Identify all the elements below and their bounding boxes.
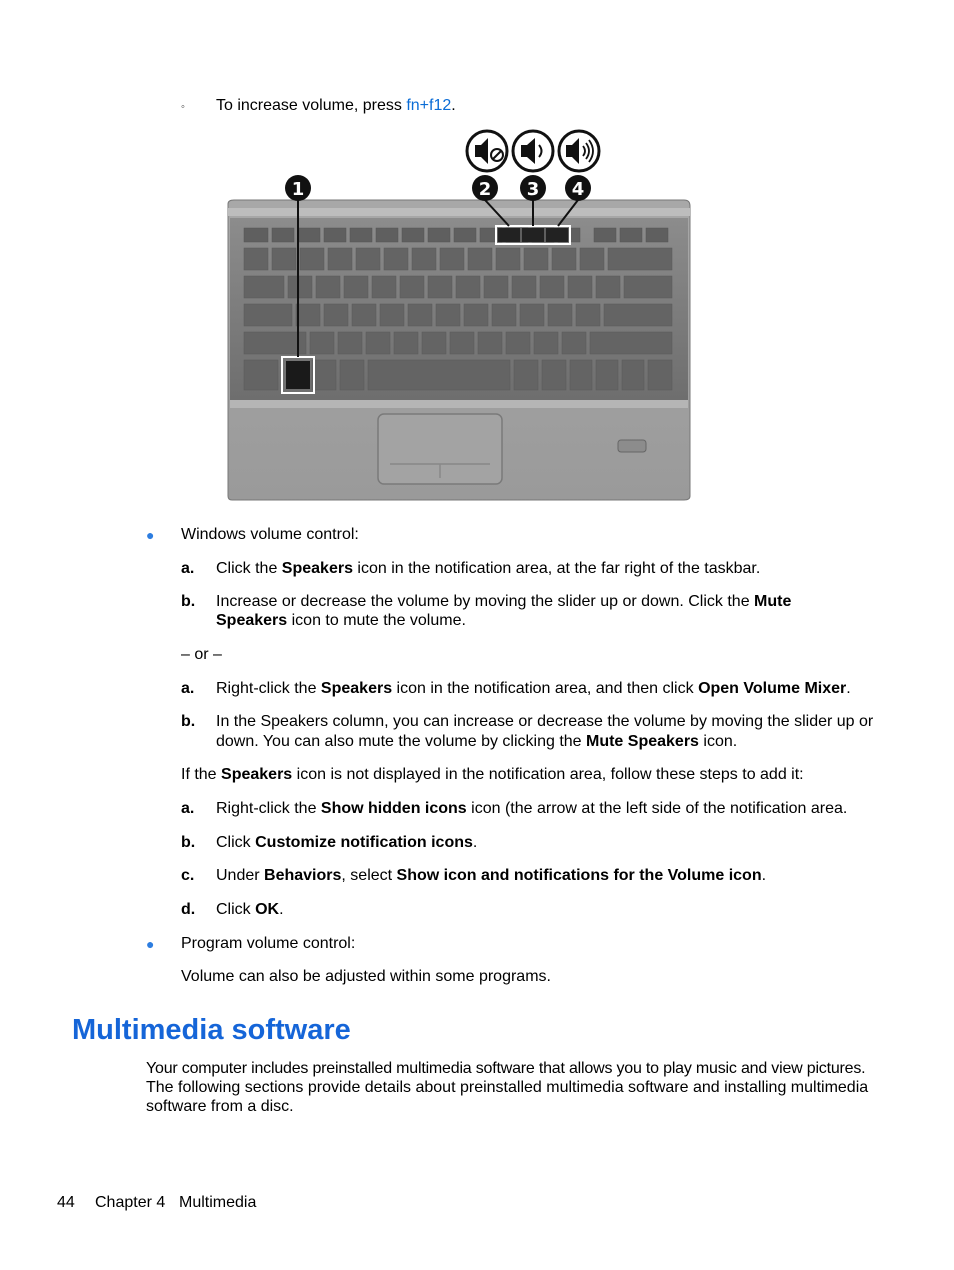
step-text: In the Speakers column, you can increase or decrease the volume by moving the slider up or xyxy=(216,713,874,730)
bullet-dot: ● xyxy=(146,527,155,543)
program-volume-text: Volume can also be adjusted within some programs. xyxy=(181,968,551,985)
step-text: Click Customize notification icons. xyxy=(216,834,478,851)
step-text: Right-click the Speakers icon in the notification area, and then click Open Volume Mixer. xyxy=(216,680,851,697)
svg-text:4: 4 xyxy=(571,179,585,200)
chapter-title: Multimedia xyxy=(179,1194,257,1211)
section-heading: Multimedia software xyxy=(72,1014,351,1046)
or-separator: – or – xyxy=(181,646,222,663)
step-text: Under Behaviors, select Show icon and notifications for the Volume icon. xyxy=(216,867,767,884)
mute-speaker-icon xyxy=(467,131,507,171)
bullet-dot: ● xyxy=(146,936,155,952)
volume-up-instruction: To increase volume, press fn+f12. xyxy=(216,97,456,114)
page-number: 44 xyxy=(57,1194,75,1211)
volume-down-icon xyxy=(513,131,553,171)
step-text: Click OK. xyxy=(216,901,284,918)
step-letter: a. xyxy=(181,560,195,577)
section-paragraph-line: software from a disc. xyxy=(146,1098,294,1115)
step-text: Click the Speakers icon in the notification area, at the far right of the taskbar. xyxy=(216,560,761,577)
step-text: Right-click the Show hidden icons icon (the arrow at the left side of the notification area. xyxy=(216,800,848,817)
program-volume-label: Program volume control: xyxy=(181,935,356,952)
hollow-bullet: ◦ xyxy=(181,101,185,113)
section-paragraph-line: Your computer includes preinstalled multimedia software that allows you to play music and view pictures. xyxy=(146,1060,866,1077)
fn-f12-link[interactable]: fn+f12 xyxy=(406,97,452,114)
step-letter: b. xyxy=(181,834,196,851)
step-text: Speakers icon to mute the volume. xyxy=(216,612,466,629)
step-text: down. You can also mute the volume by clicking the Mute Speakers icon. xyxy=(216,733,738,750)
section-paragraph-line: The following sections provide details about preinstalled multimedia software and installing multimedia xyxy=(146,1079,869,1096)
step-letter: a. xyxy=(181,680,195,697)
step-letter: c. xyxy=(181,867,195,884)
svg-text:3: 3 xyxy=(526,179,540,200)
step-letter: d. xyxy=(181,901,196,918)
svg-text:1: 1 xyxy=(291,179,305,200)
step-text: Increase or decrease the volume by moving the slider up or down. Click the Mute xyxy=(216,593,792,610)
step-letter: a. xyxy=(181,800,195,817)
volume-up-icon xyxy=(559,131,599,171)
svg-text:2: 2 xyxy=(478,179,492,200)
step-letter: b. xyxy=(181,593,196,610)
keyboard-figure xyxy=(222,128,694,504)
chapter-label: Chapter 4 xyxy=(95,1194,166,1211)
if-speakers-line: If the Speakers icon is not displayed in the notification area, follow these steps to add it: xyxy=(181,766,804,783)
step-letter: b. xyxy=(181,713,196,730)
windows-volume-label: Windows volume control: xyxy=(181,526,359,543)
